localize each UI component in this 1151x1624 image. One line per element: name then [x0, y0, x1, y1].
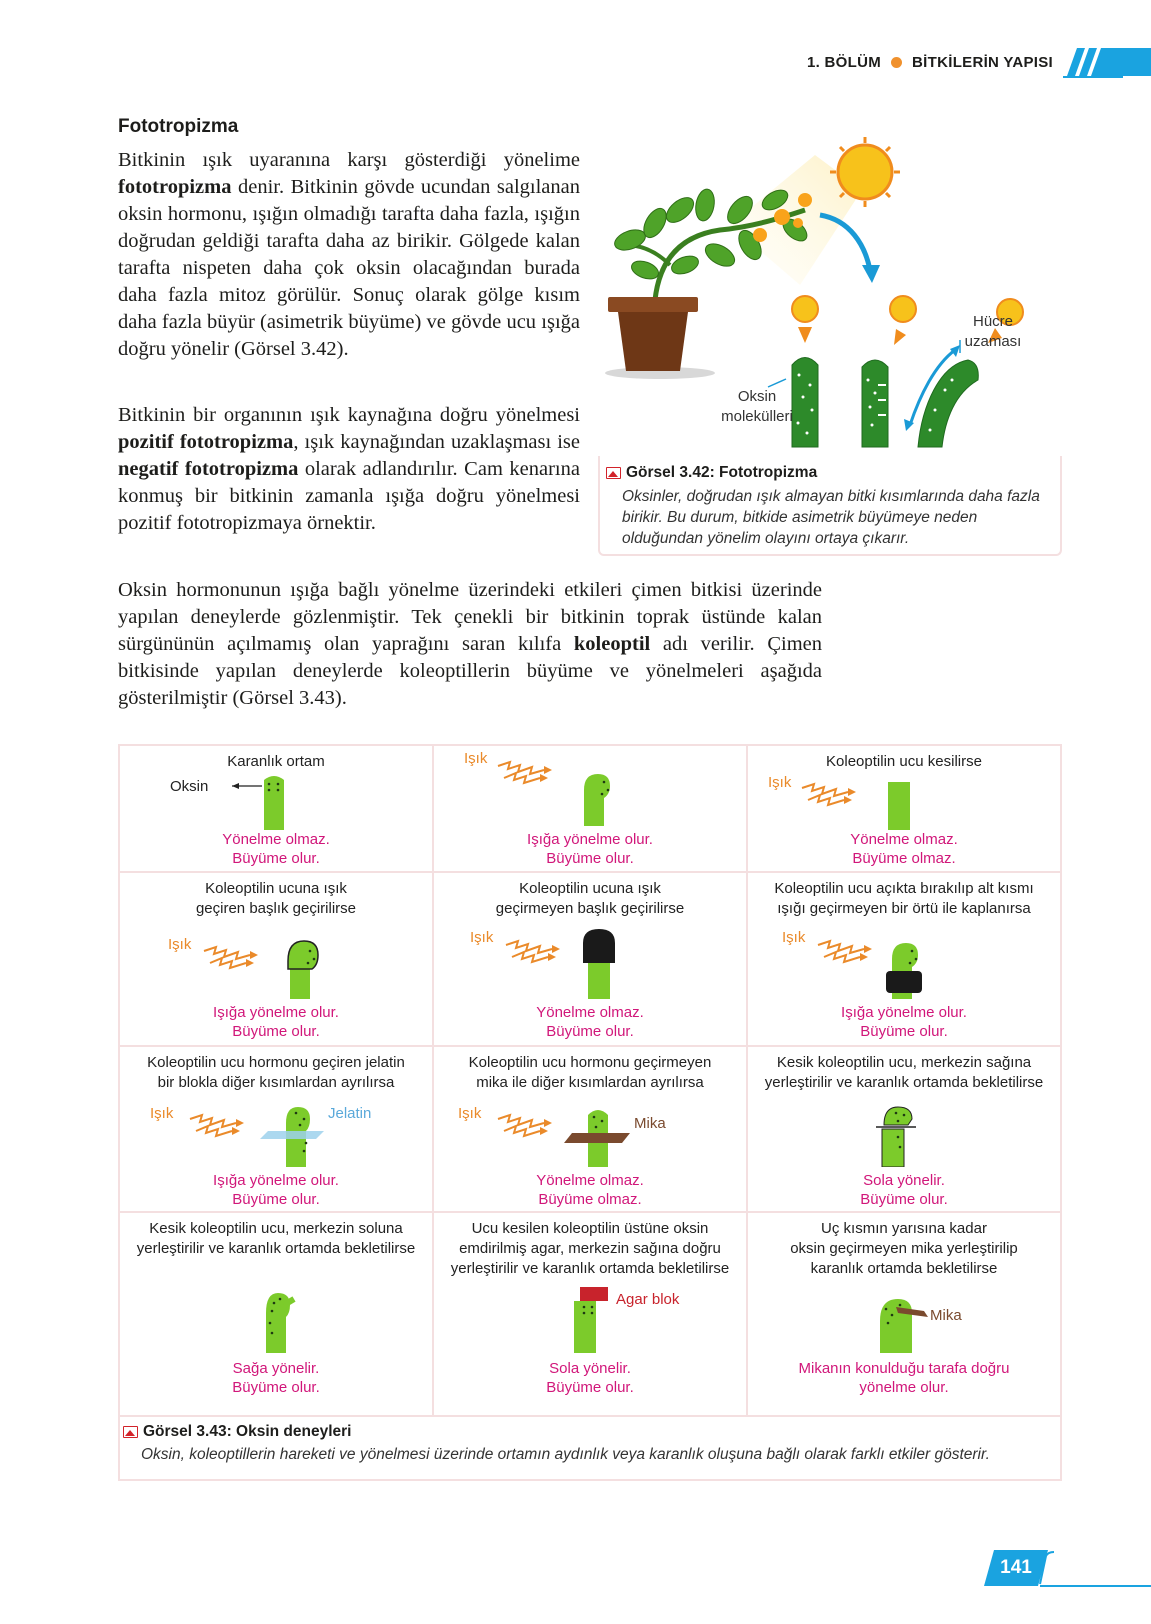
experiment-title-line: yerleştirilir ve karanlık ortamda bekletilirse: [450, 1260, 730, 1277]
paragraph-2: [118, 402, 580, 537]
image-icon: [123, 1426, 138, 1438]
result-line-2: Büyüme olur.: [232, 850, 320, 867]
result-line-1: Yönelme olmaz.: [850, 831, 958, 848]
experiments-row-4: [120, 1213, 1060, 1417]
p2-text-a: Bitkinin bir organının ışık kaynağına doğru yönelmesi: [118, 404, 580, 426]
experiments-row-1: [120, 746, 1060, 873]
oksin-label-line2: molekülleri: [721, 408, 793, 425]
experiment-light: [434, 746, 748, 871]
page-header: [807, 46, 1151, 78]
agar-label: Agar blok: [616, 1291, 680, 1308]
result-line-2: Büyüme olur.: [232, 1191, 320, 1208]
result-line-2: Büyüme olur.: [860, 1023, 948, 1040]
experiment-dark: [120, 746, 434, 871]
experiment-title-line: Koleoptilin ucu hormonu geçiren jelatin: [147, 1054, 405, 1071]
p1-term-fototropizma: fototropizma: [118, 176, 232, 198]
light-label: Işık: [768, 774, 792, 791]
light-rays-icon: [188, 1113, 252, 1139]
coleoptile-transparent-cap-icon: [280, 937, 330, 999]
coleoptile-agar-icon: [570, 1287, 610, 1353]
sun-icon: [830, 137, 900, 207]
experiment-opaque-cap: [434, 873, 748, 1045]
header-stripes-icon: [1063, 46, 1151, 78]
light-rays-icon: [202, 945, 266, 971]
coleoptile-base-covered-icon: [882, 937, 932, 999]
figure-342-title-text: Görsel 3.42: Fototropizma: [626, 464, 818, 481]
light-rays-icon: [816, 939, 880, 965]
experiment-title-line: ışığı geçirmeyen bir örtü ile kaplanırsa: [777, 900, 1031, 917]
light-label: Işık: [470, 929, 494, 946]
result-line-2: Büyüme olur.: [546, 850, 634, 867]
experiment-title-line: geçiren başlık geçirilirse: [195, 900, 357, 917]
coleoptile-opaque-cap-icon: [579, 929, 619, 999]
figure-343-caption-title: [123, 1423, 1060, 1441]
experiment-title-line: oksin geçirmeyen mika yerleştirilip: [790, 1240, 1018, 1257]
paragraph-1: [118, 147, 580, 363]
result-line-1: Mikanın konulduğu tarafa doğru: [798, 1360, 1010, 1377]
experiment-title-line: Koleoptilin ucuna ışık: [519, 880, 661, 897]
page-number: 141: [1000, 1557, 1032, 1578]
result-line-1: Yönelme olmaz.: [222, 831, 330, 848]
figure-342-caption-text: Oksinler, doğrudan ışık almayan bitki kısımlarında daha fazla birikir. Bu durum, bitkide asimetrik büyümeye neden olduğundan yönelim olayını ortaya çıkarır.: [622, 488, 1040, 547]
experiment-title: [120, 879, 432, 919]
experiments-row-3: [120, 1047, 1060, 1213]
experiment-title-line: Kesik koleoptilin ucu, merkezin soluna: [149, 1220, 403, 1237]
result-line-2: Büyüme olmaz.: [538, 1191, 642, 1208]
oksin-pointer-label: Oksin: [170, 778, 209, 795]
experiment-title-line: emdirilmiş agar, merkezin sağına doğru: [459, 1240, 721, 1257]
light-label: Işık: [458, 1105, 482, 1122]
experiment-tip-left: [120, 1213, 434, 1415]
experiments-row-2: [120, 873, 1060, 1047]
experiment-title: [434, 1053, 746, 1093]
experiment-half-mica: [748, 1213, 1060, 1415]
experiment-title-line: Koleoptilin ucu hormonu geçirmeyen: [468, 1054, 712, 1071]
experiment-title-line: Kesik koleoptilin ucu, merkezin sağına: [776, 1054, 1032, 1071]
p2-term-negative: negatif fototropizma: [118, 458, 299, 480]
light-label: Işık: [150, 1105, 174, 1122]
result-line-2: yönelme olur.: [859, 1379, 949, 1396]
experiment-base-covered: [748, 873, 1060, 1045]
light-label: Işık: [464, 750, 488, 767]
phototropism-illustration: [600, 135, 1060, 460]
result-line-2: Büyüme olur.: [546, 1023, 634, 1040]
experiment-gelatin: [120, 1047, 434, 1211]
result-line-1: Işığa yönelme olur.: [213, 1172, 339, 1189]
experiment-title-line: Ucu kesilen koleoptilin üstüne oksin: [471, 1220, 709, 1237]
result-line-2: Büyüme olur.: [860, 1191, 948, 1208]
experiment-transparent-cap: [120, 873, 434, 1045]
chapter-label: 1. BÖLÜM: [806, 53, 882, 71]
p2-text-c: olarak adlandırılır. Cam kenarına konmuş bir bitkinin zamanla ışığa doğru yönelmesi pozitif fototropizmaya örnektir.: [118, 458, 580, 534]
coleoptile-tip-right-icon: [872, 1103, 922, 1167]
coleoptile-mica-icon: [564, 1103, 634, 1167]
experiment-mica: [434, 1047, 748, 1211]
light-rays-icon: [800, 782, 864, 808]
section-label: BİTKİLERİN YAPISI: [912, 53, 1053, 71]
experiment-title: [120, 1053, 432, 1093]
light-rays-icon: [496, 760, 560, 786]
light-label: Işık: [168, 936, 192, 953]
header-dot: [891, 57, 902, 68]
hucre-label-line1: Hücre: [972, 313, 1013, 330]
flower-pot-icon: [605, 297, 715, 379]
p2-text-b: , ışık kaynağından uzaklaşması ise: [293, 431, 581, 453]
result-line-1: Işığa yönelme olur.: [841, 1004, 967, 1021]
figure-342-caption-title: [600, 456, 1060, 482]
coleoptile-cut-icon: [888, 782, 910, 830]
experiment-title-line: Uç kısmın yarısına kadar: [821, 1220, 987, 1237]
experiment-title-line: karanlık ortamda bekletilirse: [810, 1260, 998, 1277]
hucre-label: [948, 312, 1038, 352]
hucre-label-line2: uzaması: [964, 333, 1022, 350]
result-line-1: Yönelme olmaz.: [536, 1172, 644, 1189]
oksin-label-line1: Oksin: [737, 388, 777, 405]
p3-text-b: adı verilir. Çimen bitkisinde yapılan deneylerde koleoptillerin büyüme ve yönelmeleri aşağıda gösterilmiştir (Görsel 3.43).: [118, 633, 822, 709]
p3-text-a: Oksin hormonunun ışığa bağlı yönelme üzerindeki etkileri çimen bitkisi üzerinde yapılan deneylerde gözlenmiştir. Tek çenekli bir bitkinin toprak üstünde kalan sürgününün açılmamış olan yaprağını saran kılıfa: [118, 579, 822, 655]
result-line-1: Yönelme olmaz.: [536, 1004, 644, 1021]
experiment-title: Karanlık ortam: [227, 753, 325, 770]
result-line-1: Sağa yönelir.: [232, 1360, 320, 1377]
experiment-title-line: Koleoptilin ucuna ışık: [205, 880, 347, 897]
p1-text-b: denir. Bitkinin gövde ucundan salgılanan oksin hormonu, ışığın olmadığı tarafta daha fazla, ışığın doğrudan geldiği tarafta daha az birikir. Gölgede kalan tarafta nispeten daha çok oksin olacağından burada daha fazla mitoz görülür. Sonuç olarak gölge kısım daha fazla büyür (asimetrik büyüme) ve gövde ucu ışığa doğru yönelir (Görsel 3.42).: [118, 176, 580, 360]
light-rays-icon: [496, 1113, 560, 1139]
experiment-title-line: bir blokla diğer kısımlardan ayrılırsa: [157, 1074, 395, 1091]
jelatin-label: Jelatin: [328, 1105, 372, 1122]
light-label: Işık: [782, 929, 806, 946]
experiment-title: [748, 879, 1060, 919]
figure-343-title-text: Görsel 3.43: Oksin deneyleri: [143, 1423, 352, 1440]
experiment-title: [434, 1219, 746, 1279]
oksin-label: [707, 387, 807, 427]
experiment-agar: [434, 1213, 748, 1415]
section-title: Fototropizma: [118, 116, 239, 137]
footer-line-icon: [1040, 1583, 1151, 1589]
page-number-badge: [984, 1550, 1058, 1586]
p3-term-koleoptil: koleoptil: [573, 633, 651, 655]
coleoptile-straight-icon: [232, 772, 292, 832]
mika-label: Mika: [930, 1307, 962, 1324]
figure-343-caption-text: Oksin, koleoptillerin hareketi ve yönelmesi üzerinde ortamın aydınlık veya karanlık oluşuna bağlı olarak farklı etkiler gösterir.: [141, 1446, 990, 1463]
result-line-1: Işığa yönelme olur.: [213, 1004, 339, 1021]
experiment-title-line: mika ile diğer kısımlardan ayrılırsa: [476, 1074, 704, 1091]
p2-term-positive: pozitif fototropizma: [118, 431, 294, 453]
image-icon: [606, 467, 621, 479]
experiment-title-line: yerleştirilir ve karanlık ortamda bekletilirse: [136, 1240, 416, 1257]
coleoptile-bent-icon: [574, 768, 624, 828]
experiment-tip-cut: [748, 746, 1060, 871]
experiment-title-line: yerleştirilir ve karanlık ortamda bekletilirse: [764, 1074, 1044, 1091]
paragraph-3: [118, 577, 822, 712]
figure-342-caption: [598, 456, 1062, 556]
experiment-title: Koleoptilin ucu kesilirse: [826, 753, 982, 770]
experiment-title-line: geçirmeyen başlık geçirilirse: [495, 900, 685, 917]
light-rays-icon: [504, 939, 568, 965]
p1-text-a: Bitkinin ışık uyaranına karşı gösterdiği yönelime: [118, 149, 580, 171]
result-line-2: Büyüme olur.: [232, 1379, 320, 1396]
result-line-2: Büyüme olur.: [546, 1379, 634, 1396]
experiment-title-line: Koleoptilin ucu açıkta bırakılıp alt kısmı: [774, 880, 1034, 897]
coleoptile-half-mica-icon: [876, 1293, 936, 1353]
result-line-2: Büyüme olmaz.: [852, 850, 956, 867]
experiments-grid: [118, 744, 1062, 1481]
result-line-1: Sola yönelir.: [863, 1172, 945, 1189]
experiment-title: [120, 1219, 432, 1259]
coleoptile-tip-left-icon: [254, 1287, 304, 1353]
result-line-1: Işığa yönelme olur.: [527, 831, 653, 848]
mika-label: Mika: [634, 1115, 666, 1132]
result-line-1: Sola yönelir.: [549, 1360, 631, 1377]
experiment-tip-right: [748, 1047, 1060, 1211]
experiment-title: [748, 1219, 1060, 1279]
experiment-title: [434, 879, 746, 919]
experiment-title: [748, 1053, 1060, 1093]
coleoptile-gelatin-icon: [260, 1101, 330, 1167]
result-line-2: Büyüme olur.: [232, 1023, 320, 1040]
figure-343-caption: [120, 1417, 1060, 1479]
